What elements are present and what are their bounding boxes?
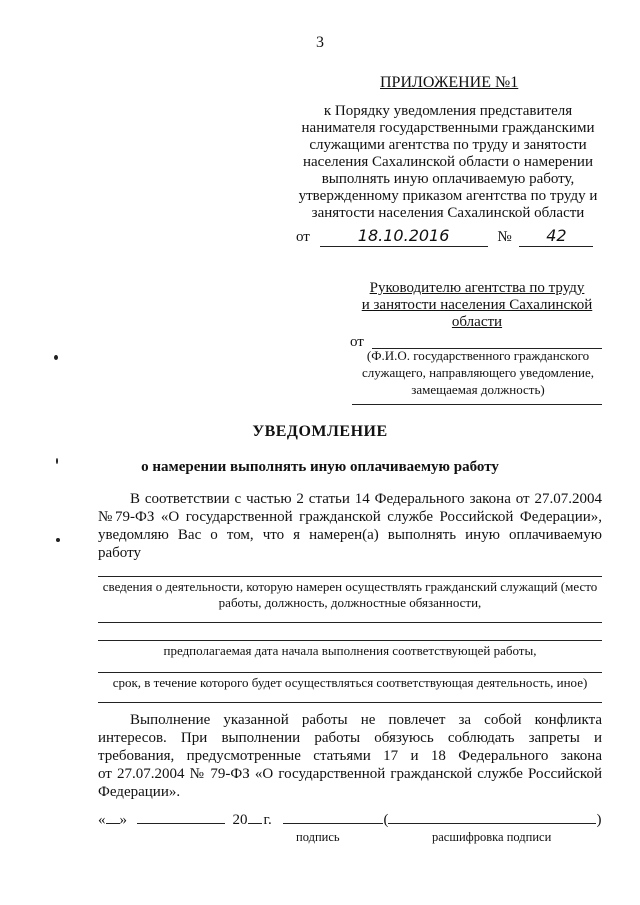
date-quote-open: « — [98, 812, 106, 828]
conflict-line: требования, предусмотренные статьями 17 и 18 Федерального закона — [98, 748, 602, 764]
day-field[interactable] — [106, 823, 120, 824]
sender-note-line: (Ф.И.О. государственного гражданского — [366, 348, 590, 363]
appendix-line: населения Сахалинской области о намерении — [302, 154, 593, 170]
other-field-line[interactable] — [98, 702, 602, 703]
sender-note-line: замещаемая должность) — [411, 382, 545, 397]
signature-field[interactable] — [283, 823, 383, 824]
addressee-block — [350, 280, 604, 331]
conflict-line: интересов. При выполнении работы обязуюсь соблюдать запреты и — [98, 730, 602, 746]
order-from-label: от — [296, 229, 310, 245]
signature-caption: подпись — [296, 830, 340, 844]
appendix-line: нанимателя государственными гражданскими — [301, 120, 595, 136]
addressee-line: Руководителю агентства по труду — [369, 280, 585, 296]
start-date-field-line[interactable] — [98, 640, 602, 641]
scan-mark — [56, 538, 60, 542]
conflict-line: от 27.07.2004 № 79-ФЗ «О государственной гражданской службе Российской — [98, 766, 602, 782]
addressee-line: области — [451, 314, 503, 330]
order-number: 42 — [546, 226, 567, 245]
caption-line: работы, должность, должностные обязанности, — [218, 595, 482, 610]
date-quote-close: » — [119, 812, 127, 828]
document-subheading: о намерении выполнять иную оплачиваемую работу — [141, 459, 499, 475]
scan-mark — [54, 355, 58, 360]
conflict-line: Выполнение указанной работы не повлечет за собой конфликта — [130, 712, 602, 728]
signature-decode-field[interactable] — [388, 823, 596, 824]
sender-note-line: служащего, направляющего уведомление, — [361, 365, 595, 380]
signature-row — [98, 812, 601, 829]
intro-line: В соответствии с частью 2 статьи 14 Федерального закона от 27.07.2004 — [130, 491, 602, 507]
period-caption: срок, в течение которого будет осуществляться соответствующая деятельность, иное) — [112, 675, 588, 690]
intro-line: работу — [98, 545, 141, 561]
year-suffix: г. — [263, 812, 272, 828]
sender-note — [355, 347, 601, 398]
order-date: 18.10.2016 — [357, 226, 450, 245]
conflict-paragraph — [98, 711, 602, 801]
conflict-line: Федерации». — [98, 784, 181, 800]
sender-position-line[interactable] — [352, 404, 602, 405]
intro-line: уведомляю Вас о том, что я намерен(а) выполнять иную оплачиваемую — [98, 527, 602, 543]
activity-field-line[interactable] — [98, 576, 602, 577]
start-date-caption: предполагаемая дата начала выполнения соответствующей работы, — [163, 643, 537, 658]
page-number: 3 — [316, 34, 324, 51]
intro-line: №79-ФЗ «О государственной гражданской службе Российской Федерации», — [98, 509, 602, 525]
year-field[interactable] — [248, 823, 262, 824]
decode-paren-open: ( — [383, 812, 389, 828]
intro-paragraph — [98, 490, 602, 562]
month-field[interactable] — [137, 823, 225, 824]
decode-paren-close: ) — [596, 812, 602, 828]
appendix-title: ПРИЛОЖЕНИЕ №1 — [380, 74, 519, 91]
activity-caption — [98, 579, 602, 611]
caption-line: сведения о деятельности, которую намерен осуществлять гражданский служащий (место — [102, 579, 598, 594]
order-number-label: № — [497, 229, 512, 245]
year-prefix: 20 — [232, 812, 248, 828]
period-field-line[interactable] — [98, 672, 602, 673]
appendix-line: выполнять иную оплачиваемую работу, — [321, 171, 575, 187]
addressee-line: и занятости населения Сахалинской — [361, 297, 593, 313]
appendix-line: служащими агентства по труду и занятости — [309, 137, 587, 153]
appendix-line: к Порядку уведомления представителя — [323, 103, 573, 119]
appendix-description — [292, 103, 604, 222]
appendix-line: утвержденному приказом агентства по труду и — [298, 188, 598, 204]
document-heading: УВЕДОМЛЕНИЕ — [252, 423, 388, 440]
activity-field-line-2[interactable] — [98, 622, 602, 623]
scan-mark — [56, 458, 58, 464]
decode-caption: расшифровка подписи — [432, 830, 552, 844]
appendix-line: занятости населения Сахалинской области — [311, 205, 585, 221]
order-reference — [296, 226, 593, 247]
sender-from-label: от — [350, 334, 364, 350]
